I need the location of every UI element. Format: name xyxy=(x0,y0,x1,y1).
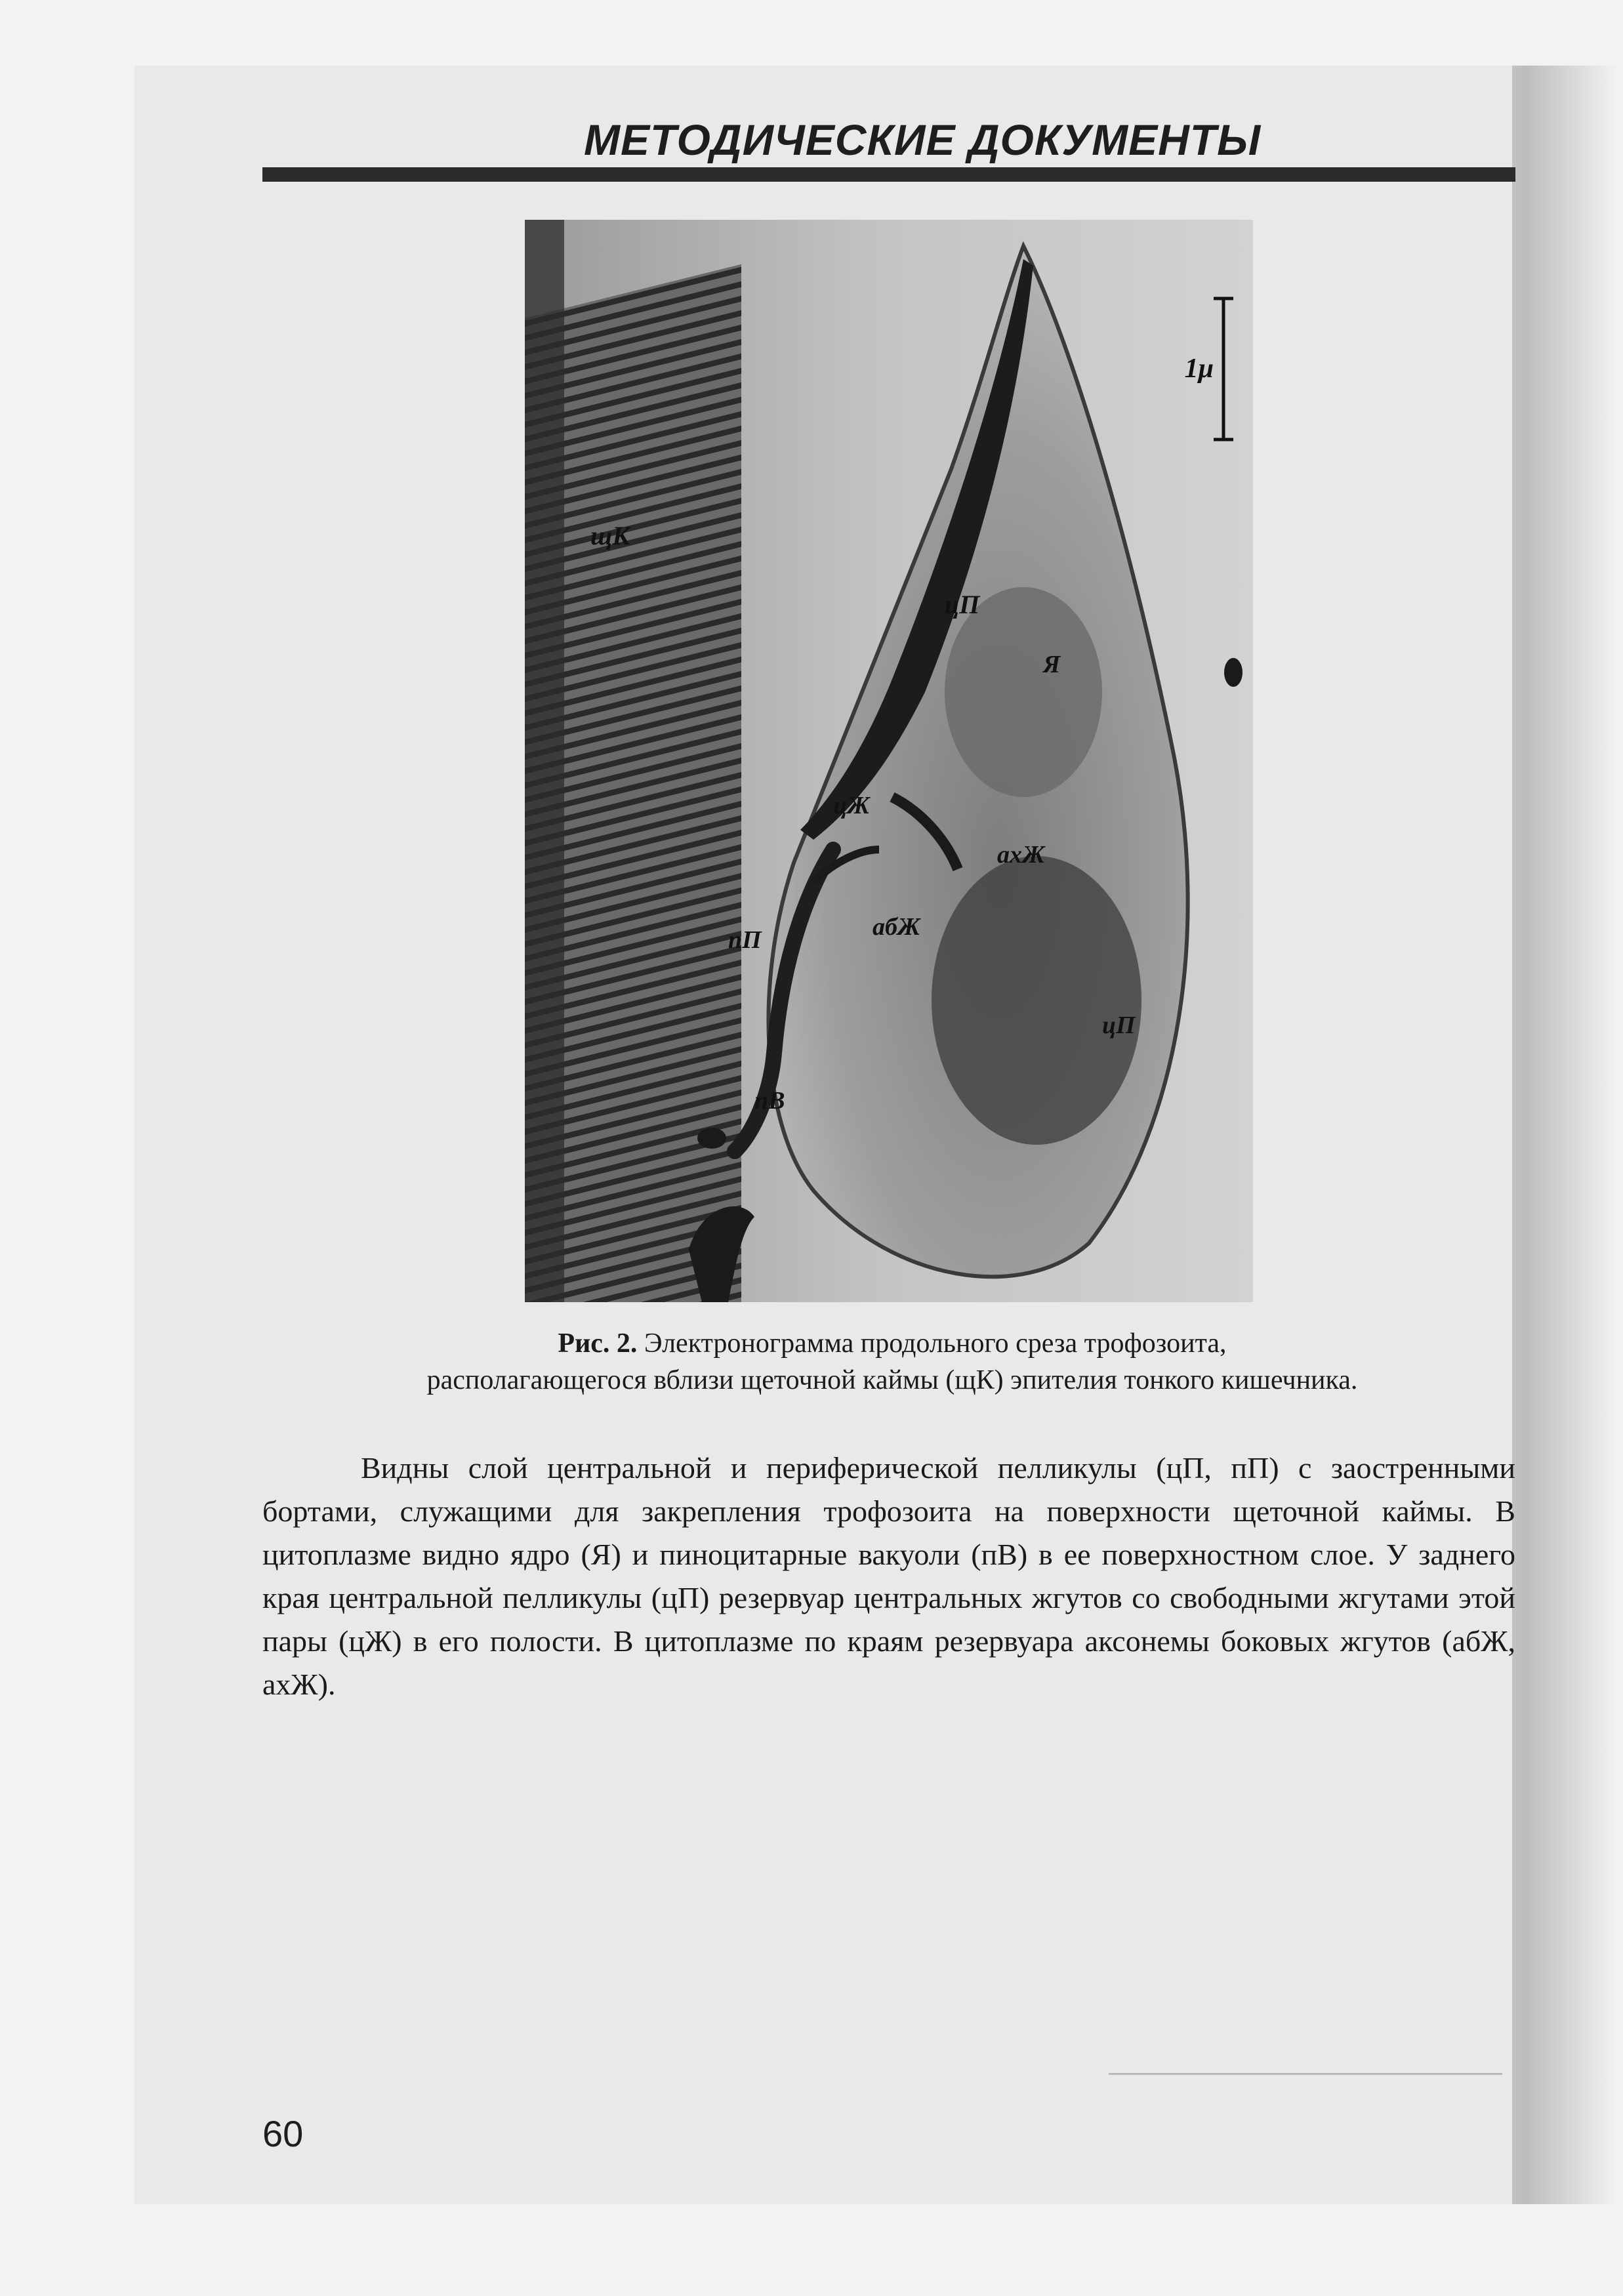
caption-line-2: располагающегося вблизи щеточной каймы (щК) эпителия тонкого кишечника. xyxy=(426,1365,1358,1395)
label-pV: пВ xyxy=(754,1087,785,1115)
caption-line-1 xyxy=(367,1325,1417,1362)
header-rule xyxy=(262,167,1515,182)
label-Ya: Я xyxy=(1043,651,1061,678)
page-number: 60 xyxy=(262,2113,304,2154)
label-tsZh: цЖ xyxy=(833,792,871,819)
electron-micrograph xyxy=(525,220,1253,1302)
running-header xyxy=(262,115,1515,187)
figure-caption xyxy=(367,1325,1417,1399)
micrograph-image xyxy=(525,220,1253,1302)
label-abZh: абЖ xyxy=(873,913,920,941)
label-tsP-top: цП xyxy=(945,590,980,619)
scale-label: 1μ xyxy=(1184,354,1214,384)
label-tsP-mid: цП xyxy=(1102,1012,1136,1039)
header-title: МЕТОДИЧЕСКИЕ ДОКУМЕНТЫ xyxy=(584,115,1262,164)
label-axZh: ахЖ xyxy=(997,841,1045,869)
body-paragraph: Видны слой центральной и периферической пелликулы (цП, пП) с заостренными бортами, служащими для закрепления трофозоита на поверхности щеточной каймы. В цитоплазме видно ядро (Я) и пиноцитарные вакуоли (пВ) в ее поверхностном слое. У заднего края центральной пелликулы (цП) резервуар центральных жгутов со свободными жгутами этой пары (цЖ) в его полости. В цитоплазме по краям резервуара аксонемы боковых жгутов (абЖ, ахЖ). xyxy=(262,1451,1515,1701)
caption-figure-number: Рис. 2. xyxy=(558,1328,638,1359)
granular-region xyxy=(932,856,1141,1145)
caption-text-1: Электронограмма продольного среза трофозоита, xyxy=(644,1328,1227,1359)
label-pP: пП xyxy=(728,926,762,954)
footnote-rule xyxy=(1109,2073,1502,2075)
label-shchK: щК xyxy=(590,521,630,550)
body-text xyxy=(262,1446,1515,1706)
